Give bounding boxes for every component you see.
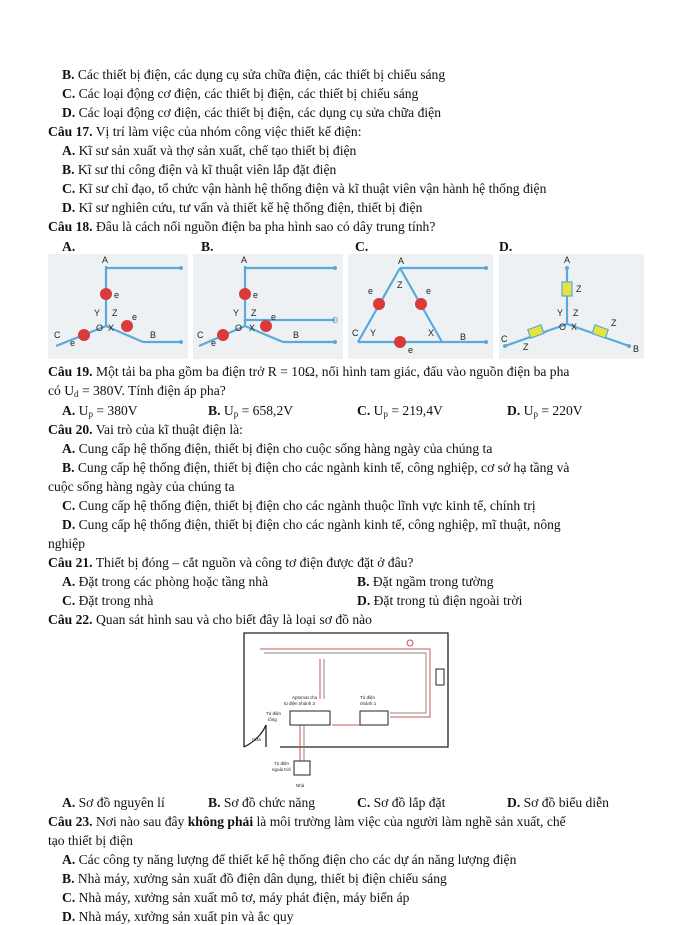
q21-question: Câu 21. Thiết bị đóng – cắt nguồn và công tơ điện được đặt ở đâu? <box>48 555 414 570</box>
q23-option-a[interactable]: A. Các công ty năng lượng để thiết kế hệ thống điện cho các dự án năng lượng điện <box>62 852 517 867</box>
label-cua: Cửa <box>252 737 261 742</box>
label-tu-nhanh: Tủ điện <box>360 695 376 700</box>
q21-option-a[interactable]: A. Đặt trong các phòng hoặc tầng nhà <box>62 574 269 589</box>
q18-label-c[interactable]: C. <box>355 239 369 254</box>
q23-question: Câu 23. Nơi nào sau đây không phải là môi trường làm việc của người làm nghề sản xuất, chế <box>48 814 566 829</box>
label-b: B <box>460 332 467 342</box>
label-aptomat-2: tủ điện nhánh 2 <box>284 701 316 706</box>
q18-label-d[interactable]: D. <box>499 239 513 254</box>
label-ea: e <box>426 286 432 296</box>
q17-option-c[interactable]: C. Kĩ sư chỉ đạo, tổ chức vận hành hệ thống điện và kĩ thuật viên vận hành hệ thống điện <box>62 181 547 196</box>
label-aptomat: Aptomat cho <box>292 695 318 700</box>
q18-label-a[interactable]: A. <box>62 239 76 254</box>
q18-diagram-c[interactable] <box>348 254 493 359</box>
label-x: X <box>249 323 256 333</box>
q18-diagram-a[interactable] <box>48 254 188 359</box>
label-o: O <box>96 323 104 333</box>
label-b: B <box>293 330 300 340</box>
label-z: Z <box>573 308 579 318</box>
q16-option-b[interactable]: B. Các thiết bị điện, các dụng cụ sửa chữa điện, các thiết bị chiếu sáng <box>62 67 446 82</box>
label-c: C <box>54 330 61 340</box>
q17-option-b[interactable]: B. Kĩ sư thi công điện và kĩ thuật viên lắp đặt điện <box>62 162 337 177</box>
q19-question-line2: có $U_d = 380V$. Tính điện áp pha? <box>48 383 226 399</box>
q19-option-b[interactable]: B. $U_p = 658,2V$ <box>208 403 294 419</box>
label-zc: Z <box>523 342 529 352</box>
label-ngoai-troi: ngoài trời <box>272 767 291 772</box>
label-za: Z <box>576 284 582 294</box>
q22-option-c[interactable]: C. Sơ đồ lắp đặt <box>357 795 446 810</box>
q23-option-b[interactable]: B. Nhà máy, xưởng sản xuất đồ điện dân dụng, thiết bị điện chiếu sáng <box>62 871 447 886</box>
label-c: C <box>501 334 508 344</box>
label-y: Y <box>233 308 240 318</box>
q20-option-a[interactable]: A. Cung cấp hệ thống điện, thiết bị điện cho cuộc sống hàng ngày của chúng ta <box>62 441 493 456</box>
q18-label-b[interactable]: B. <box>201 239 214 254</box>
label-x: X <box>108 323 115 333</box>
q22-wiring-figure <box>240 629 450 791</box>
label-a: A <box>241 255 248 265</box>
label-tu-tong: Tủ điện <box>266 711 282 716</box>
label-z: Z <box>397 280 403 290</box>
label-a: A <box>398 256 405 266</box>
q19-option-c[interactable]: C. $U_p = 219,4V$ <box>357 403 443 419</box>
label-y: Y <box>94 308 101 318</box>
label-ea: e <box>114 290 120 300</box>
q16-option-c[interactable]: C. Các loại động cơ điện, các thiết bị điện, các thiết bị chiếu sáng <box>62 86 419 101</box>
label-tong: tổng <box>268 717 277 722</box>
label-o: O <box>235 323 243 333</box>
q20-option-b-cont: cuộc sống hàng ngày của chúng ta <box>48 479 235 494</box>
label-a: A <box>102 255 109 265</box>
label-a: A <box>564 255 571 265</box>
q20-option-d-cont: nghiệp <box>48 536 85 551</box>
q22-option-a[interactable]: A. Sơ đồ nguyên lí <box>62 795 165 810</box>
q19-question: Câu 19. Một tải ba pha gồm ba điện trở R = 10Ω, nối hình tam giác, đấu vào nguồn điện ba pha <box>48 364 570 379</box>
label-eb: e <box>132 312 138 322</box>
label-nha: Nhà <box>296 783 305 788</box>
label-ec: e <box>211 338 217 348</box>
label-b: B <box>150 330 157 340</box>
q16-option-d[interactable]: D. Các loại động cơ điện, các thiết bị điện, các dụng cụ sửa chữa điện <box>62 105 442 120</box>
q20-option-b[interactable]: B. Cung cấp hệ thống điện, thiết bị điện cho các ngành kinh tế, công nghiệp, cơ sở hạ tầng và <box>62 460 570 475</box>
q19-option-a[interactable]: A. $U_p = 380V$ <box>62 403 138 419</box>
q20-option-d[interactable]: D. Cung cấp hệ thống điện, thiết bị điện cho các ngành kinh tế, công nghiệp, mĩ thuật, nông <box>62 517 561 532</box>
label-z: Z <box>112 308 118 318</box>
q19-option-d[interactable]: D. $U_p = 220V$ <box>507 403 583 419</box>
label-c: C <box>197 330 204 340</box>
label-x: X <box>428 328 435 338</box>
label-ec: e <box>70 338 76 348</box>
q23-option-d[interactable]: D. Nhà máy, xưởng sản xuất pin và ắc quy <box>62 909 294 924</box>
q21-option-d[interactable]: D. Đặt trong tủ điện ngoài trời <box>357 593 523 608</box>
q17-question: Câu 17. Vị trí làm việc của nhóm công việc thiết kế điện: <box>48 124 362 139</box>
q22-option-d[interactable]: D. Sơ đồ biểu diễn <box>507 795 609 810</box>
label-y: Y <box>557 308 564 318</box>
label-b: B <box>633 344 640 354</box>
label-nhanh-1: nhánh 1 <box>360 701 377 706</box>
q21-option-b[interactable]: B. Đặt ngầm trong tường <box>357 574 494 589</box>
label-x: X <box>571 322 578 332</box>
q18-diagram-d[interactable] <box>499 254 644 359</box>
label-zb: Z <box>611 318 617 328</box>
q17-option-a[interactable]: A. Kĩ sư sản xuất và thợ sản xuất, chế tạo thiết bị điện <box>62 143 357 158</box>
q18-diagram-b[interactable] <box>193 254 343 359</box>
q23-question-line2: tạo thiết bị điện <box>48 833 133 848</box>
q20-question: Câu 20. Vai trò của kĩ thuật điện là: <box>48 422 243 437</box>
label-y: Y <box>370 328 377 338</box>
label-z: Z <box>251 308 257 318</box>
label-o: O <box>559 322 567 332</box>
label-ea: e <box>253 290 259 300</box>
label-eb: e <box>408 345 414 355</box>
q20-option-c[interactable]: C. Cung cấp hệ thống điện, thiết bị điện cho các ngành thuộc lĩnh vực kinh tế, chính trị <box>62 498 536 513</box>
label-tu-ngoai: Tủ điện <box>274 761 290 766</box>
label-c: C <box>352 328 359 338</box>
q23-option-c[interactable]: C. Nhà máy, xưởng sản xuất mô tơ, máy phát điện, máy biến áp <box>62 890 410 905</box>
q21-option-c[interactable]: C. Đặt trong nhà <box>62 593 154 608</box>
q22-question: Câu 22. Quan sát hình sau và cho biết đây là loại sơ đồ nào <box>48 612 372 627</box>
q17-option-d[interactable]: D. Kĩ sư nghiên cứu, tư vấn và thiết kế hệ thống điện, thiết bị điện <box>62 200 423 215</box>
q18-question: Câu 18. Đâu là cách nối nguồn điện ba pha hình sao có dây trung tính? <box>48 219 436 234</box>
label-eb: e <box>271 312 277 322</box>
label-ec: e <box>368 286 374 296</box>
q22-option-b[interactable]: B. Sơ đồ chức năng <box>208 795 316 810</box>
